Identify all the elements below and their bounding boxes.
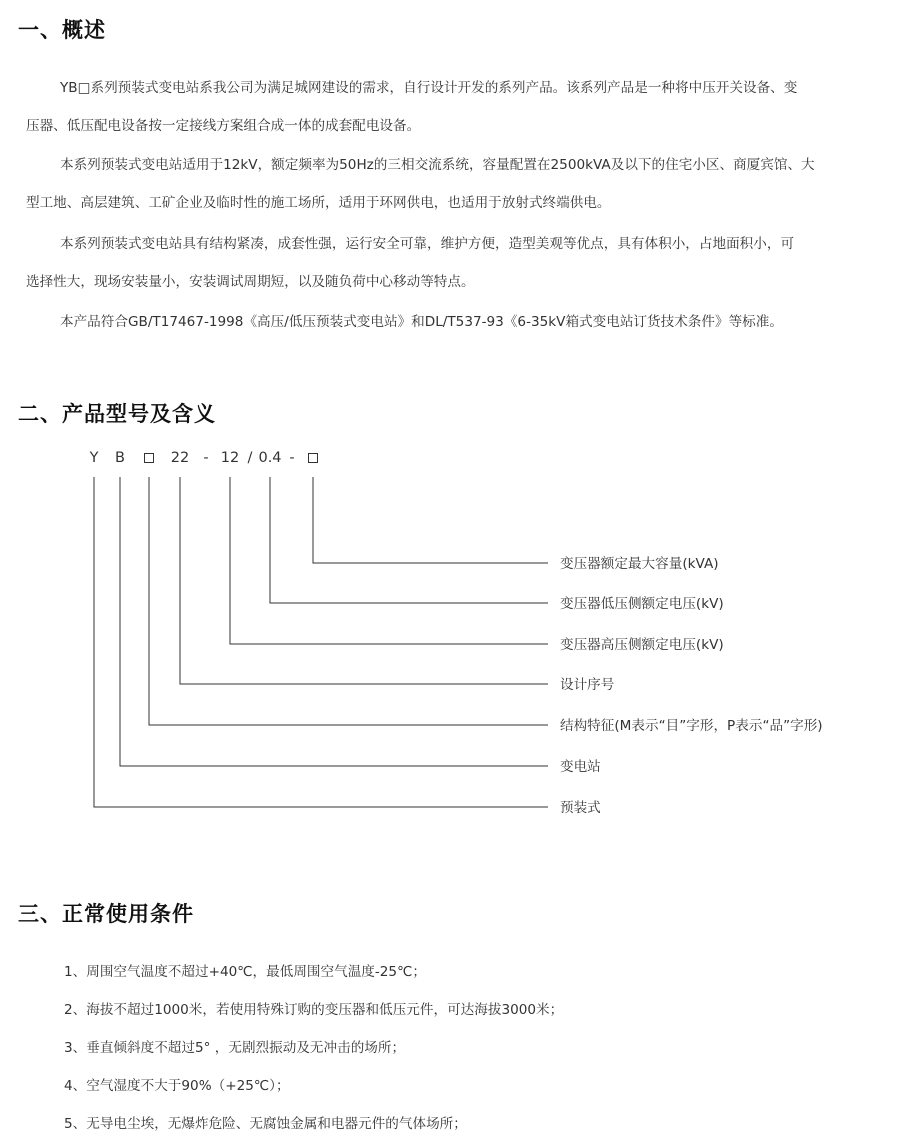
label-design-number: 设计序号 bbox=[560, 677, 615, 693]
section-title-model-meaning: 二、产品型号及含义 bbox=[18, 402, 216, 426]
code-part-high-voltage: 12 bbox=[220, 450, 240, 466]
condition-item: 1、周围空气温度不超过+40℃，最低周围空气温度-25℃； bbox=[64, 964, 426, 980]
label-substation: 变电站 bbox=[560, 759, 601, 775]
leader-line bbox=[149, 477, 548, 725]
overview-paragraph-line: 本系列预装式变电站适用于12kV，额定频率为50Hz的三相交流系统，容量配置在2500kVA及以下的住宅小区、商厦宾馆、大 bbox=[60, 157, 815, 173]
label-structure: 结构特征(M表示“目”字形，P表示“品”字形) bbox=[560, 718, 823, 734]
code-part-b: B bbox=[115, 450, 125, 466]
leader-line bbox=[94, 477, 548, 807]
overview-paragraph-line: 型工地、高层建筑、工矿企业及临时性的施工场所，适用于环网供电，也适用于放射式终端供电。 bbox=[26, 195, 611, 211]
condition-item: 5、无导电尘埃，无爆炸危险、无腐蚀金属和电器元件的气体场所； bbox=[64, 1116, 467, 1132]
condition-item: 3、垂直倾斜度不超过5° ，无剧烈振动及无冲击的场所； bbox=[64, 1040, 406, 1056]
code-part-low-voltage: 0.4 bbox=[258, 450, 282, 466]
section-title-conditions: 三、正常使用条件 bbox=[18, 902, 194, 926]
code-separator: - bbox=[289, 450, 295, 466]
leader-line bbox=[120, 477, 548, 766]
condition-item: 2、海拔不超过1000米，若使用特殊订购的变压器和低压元件，可达海拔3000米； bbox=[64, 1002, 564, 1018]
overview-paragraph-line: 本产品符合GB/T17467-1998《高压/低压预装式变电站》和DL/T537-93《6-35kV箱式变电站订货技术条件》等标准。 bbox=[60, 314, 783, 330]
leader-line bbox=[230, 477, 548, 644]
label-max-capacity: 变压器额定最大容量(kVA) bbox=[560, 556, 719, 572]
condition-item: 4、空气湿度不大于90%（+25℃）； bbox=[64, 1078, 290, 1094]
leader-line bbox=[180, 477, 548, 684]
code-part-design-number: 22 bbox=[170, 450, 190, 466]
overview-paragraph-line: YB□系列预装式变电站系我公司为满足城网建设的需求，自行设计开发的系列产品。该系列产品是一种将中压开关设备、变 bbox=[60, 80, 798, 96]
overview-paragraph-line: 本系列预装式变电站具有结构紧凑，成套性强，运行安全可靠，维护方便，造型美观等优点，具有体积小，占地面积小，可 bbox=[60, 236, 795, 252]
code-part-y: Y bbox=[89, 450, 99, 466]
leader-line bbox=[270, 477, 548, 603]
overview-paragraph-line: 压器、低压配电设备按一定接线方案组合成一体的成套配电设备。 bbox=[26, 118, 421, 134]
label-high-voltage: 变压器高压侧额定电压(kV) bbox=[560, 637, 724, 653]
section-title-overview: 一、概述 bbox=[18, 18, 106, 42]
leader-line bbox=[313, 477, 548, 563]
code-separator: / bbox=[247, 450, 253, 466]
overview-paragraph-line: 选择性大，现场安装量小，安装调试周期短，以及随负荷中心移动等特点。 bbox=[26, 274, 475, 290]
label-low-voltage: 变压器低压侧额定电压(kV) bbox=[560, 596, 724, 612]
label-prefabricated: 预装式 bbox=[560, 800, 601, 816]
code-separator: - bbox=[203, 450, 209, 466]
